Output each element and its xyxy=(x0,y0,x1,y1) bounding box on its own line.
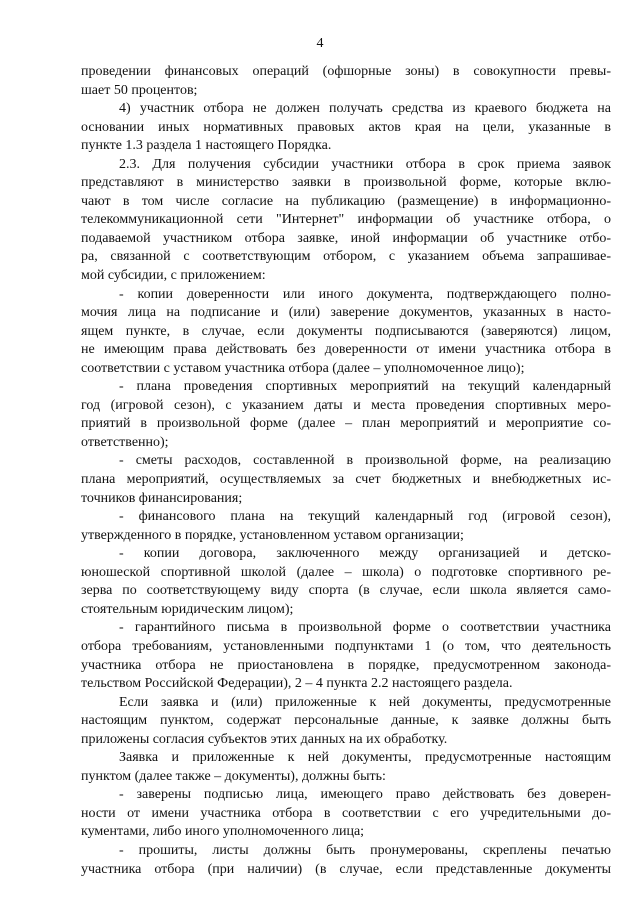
text-line: - копии доверенности или иного документа, подтверждающего полно- xyxy=(119,286,611,302)
text-line: представляют в министерство заявки в произвольной форме, которые вклю- xyxy=(81,175,611,191)
text-line: приложены согласия субъектов этих данных на их обработку. xyxy=(81,731,448,747)
text-line: кументами, либо иного уполномоченного лица; xyxy=(81,824,365,840)
text-line: утвержденного в порядке, установленном уставом организации; xyxy=(81,527,464,543)
text-line: ности от имени участника отбора в соответствии с его учредительными до- xyxy=(81,805,611,821)
text-line: год (игровой сезон), с указанием даты и места проведения спортивных меро- xyxy=(81,397,611,413)
document-body-text xyxy=(81,63,611,879)
text-line: - прошиты, листы должны быть пронумерованы, скреплены печатью xyxy=(119,842,611,858)
text-line: ра, связанной с соответствующим отбором, с указанием объема запрашивае- xyxy=(81,249,611,265)
text-line: - гарантийного письма в произвольной форме о соответствии участника xyxy=(119,620,611,636)
text-line: мочия лица на подписание и (или) заверение документов, указанных в насто- xyxy=(81,305,611,321)
text-line: пунктом (далее также – документы), должны быть: xyxy=(81,768,386,784)
paragraph-personal-data xyxy=(81,694,611,750)
text-line: отбора требованиям, установленными подпунктами 1 (о том, что деятельность xyxy=(81,638,611,654)
text-line: проведении финансовых операций (офшорные зоны) в совокупности превы- xyxy=(81,64,611,79)
text-line: мой субсидии, с приложением: xyxy=(81,268,266,284)
text-line: 2.3. Для получения субсидии участники отбора в срок приема заявок xyxy=(119,156,611,172)
text-line: - сметы расходов, составленной в произвольной форме, на реализацию xyxy=(119,453,611,469)
text-line: - заверены подписью лица, имеющего право действовать без доверен- xyxy=(119,787,611,803)
text-line: точников финансирования; xyxy=(81,490,243,506)
text-line: пункте 1.3 раздела 1 настоящего Порядка. xyxy=(81,138,332,154)
text-line: шает 50 процентов; xyxy=(81,82,198,98)
bullet-events-plan xyxy=(81,378,611,452)
text-line: - финансового плана на текущий календарный год (игровой сезон), xyxy=(119,509,611,525)
bullet-power-of-attorney xyxy=(81,286,611,379)
bullet-financial-plan xyxy=(81,508,611,545)
text-line: соответствии с уставом участника отбора (далее – уполномоченное лицо); xyxy=(81,360,525,376)
text-line: чают в том числе согласие на публикацию (размещение) в информационно- xyxy=(81,193,611,209)
text-line: тельством Российской Федерации), 2 – 4 пункта 2.2 настоящего раздела. xyxy=(81,676,513,692)
text-line: не имеющим права действовать без доверенности от имени участника отбора в xyxy=(81,342,611,358)
text-line: телекоммуникационной сети "Интернет" информации об участнике отбора, о xyxy=(81,212,611,228)
paragraph-continuation-offshore xyxy=(81,63,611,100)
text-line: 4) участник отбора не должен получать средства из краевого бюджета на xyxy=(119,101,611,117)
page-number: 4 xyxy=(316,36,324,51)
text-line: участника отбора не приостановлена в порядке, предусмотренном законода- xyxy=(81,657,611,673)
text-line: ящем пункте, в случае, если документы подписываются (заверяются) лицом, xyxy=(81,323,611,339)
bullet-guarantee-letter xyxy=(81,619,611,693)
text-line: настоящим пунктом, содержат персональные данные, к заявке должны быть xyxy=(81,713,611,729)
bullet-signed xyxy=(81,786,611,842)
text-line: - плана проведения спортивных мероприятий на текущий календарный xyxy=(119,379,611,395)
text-line: основании иных нормативных правовых актов края на цели, указанные в xyxy=(81,119,611,135)
bullet-expense-estimate xyxy=(81,452,611,508)
paragraph-item-4 xyxy=(81,100,611,156)
text-line: участника отбора (при наличии) (в случае, если представленные документы xyxy=(81,861,611,877)
text-line: - копии договора, заключенного между организацией и детско- xyxy=(119,546,611,562)
text-line: юношеской спортивной школой (далее – школа) о подготовке спортивного ре- xyxy=(81,564,611,580)
text-line: подаваемой участником отбора заявке, иной информации об участнике отбо- xyxy=(81,230,611,246)
bullet-stitched xyxy=(81,842,611,879)
text-line: плана мероприятий, осуществляемых за счет бюджетных и внебюджетных ис- xyxy=(81,472,611,488)
text-line: Если заявка и (или) приложенные к ней документы, предусмотренные xyxy=(119,694,611,710)
text-line: Заявка и приложенные к ней документы, предусмотренные настоящим xyxy=(119,750,611,766)
paragraph-application-requirements xyxy=(81,749,611,786)
text-line: зерва по соответствующему виду спорта (в случае, если школа является само- xyxy=(81,583,611,599)
text-line: приятий в произвольной форме (далее – план мероприятий и мероприятие со- xyxy=(81,416,611,432)
text-line: стоятельным юридическим лицом); xyxy=(81,601,294,617)
text-line: ответственно); xyxy=(81,434,169,450)
bullet-school-contract xyxy=(81,545,611,619)
paragraph-2-3 xyxy=(81,156,611,286)
